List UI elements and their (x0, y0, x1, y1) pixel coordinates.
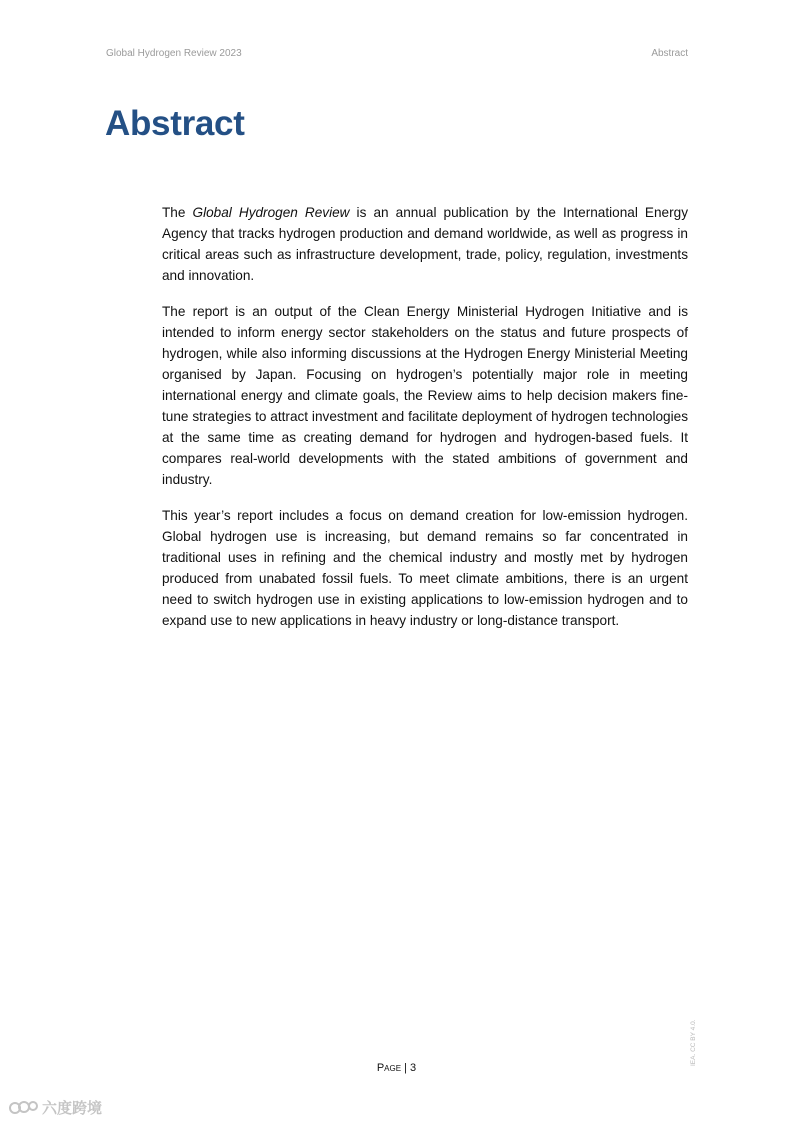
header-section-name: Abstract (651, 48, 688, 59)
watermark-text: 六度跨境 (42, 1099, 103, 1117)
watermark-logo-icon (8, 1099, 38, 1115)
abstract-body (162, 202, 688, 646)
paragraph-2: The report is an output of the Clean Energy Ministerial Hydrogen Initiative and is intended to inform energy sector stakeholders on the status and future prospects of hydrogen, while also informing discussions at the Hydrogen Energy Ministerial Meeting organised by Japan. Focusing on hydrogen’s potentially major role in meeting international energy and climate goals, the Review aims to help decision makers fine-tune strategies to attract investment and facilitate deployment of hydrogen technologies at the same time as creating demand for hydrogen and hydrogen-based fuels. It compares real-world developments with the stated ambitions of government and industry. (162, 304, 688, 487)
page-separator: | (401, 1062, 411, 1074)
page-label: Page (376, 1062, 402, 1074)
publication-name-italic: Global Hydrogen Review (192, 205, 350, 220)
paragraph-1-rest: is an annual publication by the International Energy Agency that tracks hydrogen production and demand worldwide, as well as progress in critical areas such as infrastructure development, trade, policy, regulation, investments and innovation. (162, 205, 688, 283)
page-footer (0, 1062, 793, 1074)
watermark (8, 1097, 102, 1117)
paragraph-1-lead: The (162, 205, 193, 220)
header-publication-title: Global Hydrogen Review 2023 (106, 48, 242, 59)
page-title: Abstract (105, 104, 245, 143)
license-note: IEA. CC BY 4.0. (690, 1019, 697, 1066)
page-number: 3 (410, 1062, 417, 1074)
paragraph-1 (162, 202, 688, 286)
running-header (106, 48, 688, 62)
paragraph-3: This year’s report includes a focus on demand creation for low-emission hydrogen. Global hydrogen use is increasing, but demand remains so far concentrated in traditional uses in refining and the chemical industry and mostly met by hydrogen produced from unabated fossil fuels. To meet climate ambitions, there is an urgent need to switch hydrogen use in existing applications to low-emission hydrogen and to expand use to new applications in heavy industry or long-distance transport. (162, 508, 688, 628)
